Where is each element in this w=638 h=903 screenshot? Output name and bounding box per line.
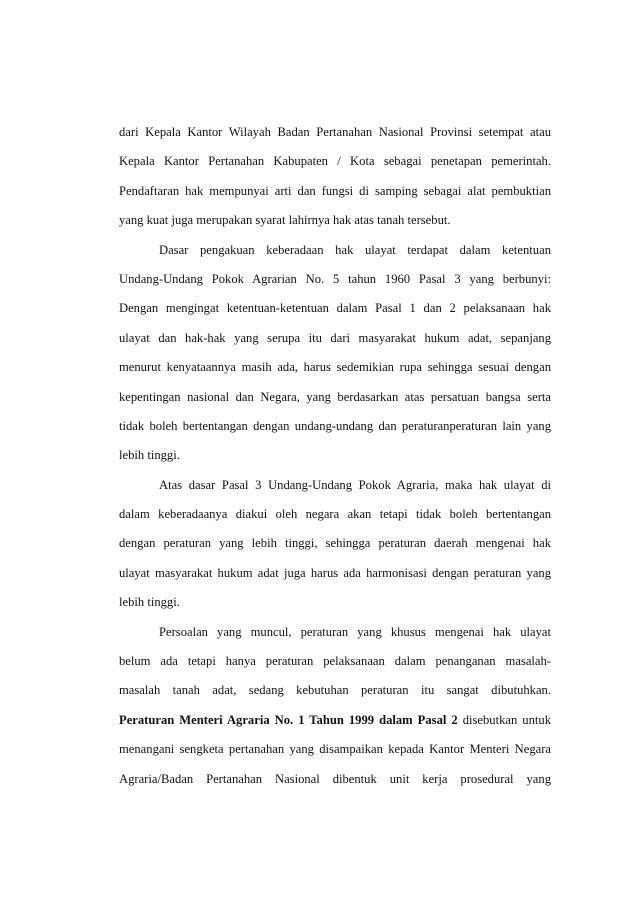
- text-line: Kepala Kantor Pertanahan Kabupaten / Kota sebagai penetapan pemerintah.: [119, 154, 551, 169]
- text-line: masalah tanah adat, sedang kebutuhan peraturan itu sangat dibutuhkan.: [119, 683, 551, 698]
- text-line: kepentingan nasional dan Negara, yang berdasarkan atas persatuan bangsa serta: [119, 389, 551, 404]
- text-line: ulayat masyarakat hukum adat juga harus ada harmonisasi dengan peraturan yang: [119, 565, 551, 580]
- text-line: belum ada tetapi hanya peraturan pelaksanaan dalam penanganan masalah-: [119, 654, 551, 669]
- text-line-with-bold: [119, 706, 551, 735]
- text-line: yang kuat juga merupakan syarat lahirnya hak atas tanah tersebut.: [119, 213, 451, 228]
- text-line: tidak boleh bertentangan dengan undang-undang dan peraturanperaturan lain yang: [119, 418, 551, 433]
- text-line: ulayat dan hak-hak yang serupa itu dari masyarakat hukum adat, sepanjang: [119, 330, 551, 345]
- text-line: lebih tinggi.: [119, 595, 180, 610]
- text-line: menangani sengketa pertanahan yang disampaikan kepada Kantor Menteri Negara: [119, 742, 551, 757]
- paragraph-first-line: Dasar pengakuan keberadaan hak ulayat terdapat dalam ketentuan: [159, 242, 551, 257]
- text-line: dengan peraturan yang lebih tinggi, sehingga peraturan daerah mengenai hak: [119, 536, 551, 551]
- paragraph-first-line: Atas dasar Pasal 3 Undang-Undang Pokok Agraria, maka hak ulayat di: [159, 477, 551, 492]
- text-line: Undang-Undang Pokok Agrarian No. 5 tahun 1960 Pasal 3 yang berbunyi:: [119, 271, 551, 286]
- text-line: dalam keberadaanya diakui oleh negara akan tetapi tidak boleh bertentangan: [119, 507, 551, 522]
- text-run: disebutkan untuk: [462, 712, 551, 727]
- text-line: Dengan mengingat ketentuan-ketentuan dalam Pasal 1 dan 2 pelaksanaan hak: [119, 301, 551, 316]
- text-line: lebih tinggi.: [119, 448, 180, 463]
- text-line: Agraria/Badan Pertanahan Nasional dibentuk unit kerja prosedural yang: [119, 771, 551, 786]
- bold-regulation-reference: Peraturan Menteri Agraria No. 1 Tahun 1999 dalam Pasal 2: [119, 712, 458, 727]
- text-line: Pendaftaran hak mempunyai arti dan fungsi di samping sebagai alat pembuktian: [119, 183, 551, 198]
- text-line: menurut kenyataannya masih ada, harus sedemikian rupa sehingga sesuai dengan: [119, 360, 551, 375]
- paragraph-first-line: Persoalan yang muncul, peraturan yang khusus mengenai hak ulayat: [159, 624, 551, 639]
- body-text: [119, 118, 551, 794]
- text-line: dari Kepala Kantor Wilayah Badan Pertanahan Nasional Provinsi setempat atau: [119, 125, 551, 139]
